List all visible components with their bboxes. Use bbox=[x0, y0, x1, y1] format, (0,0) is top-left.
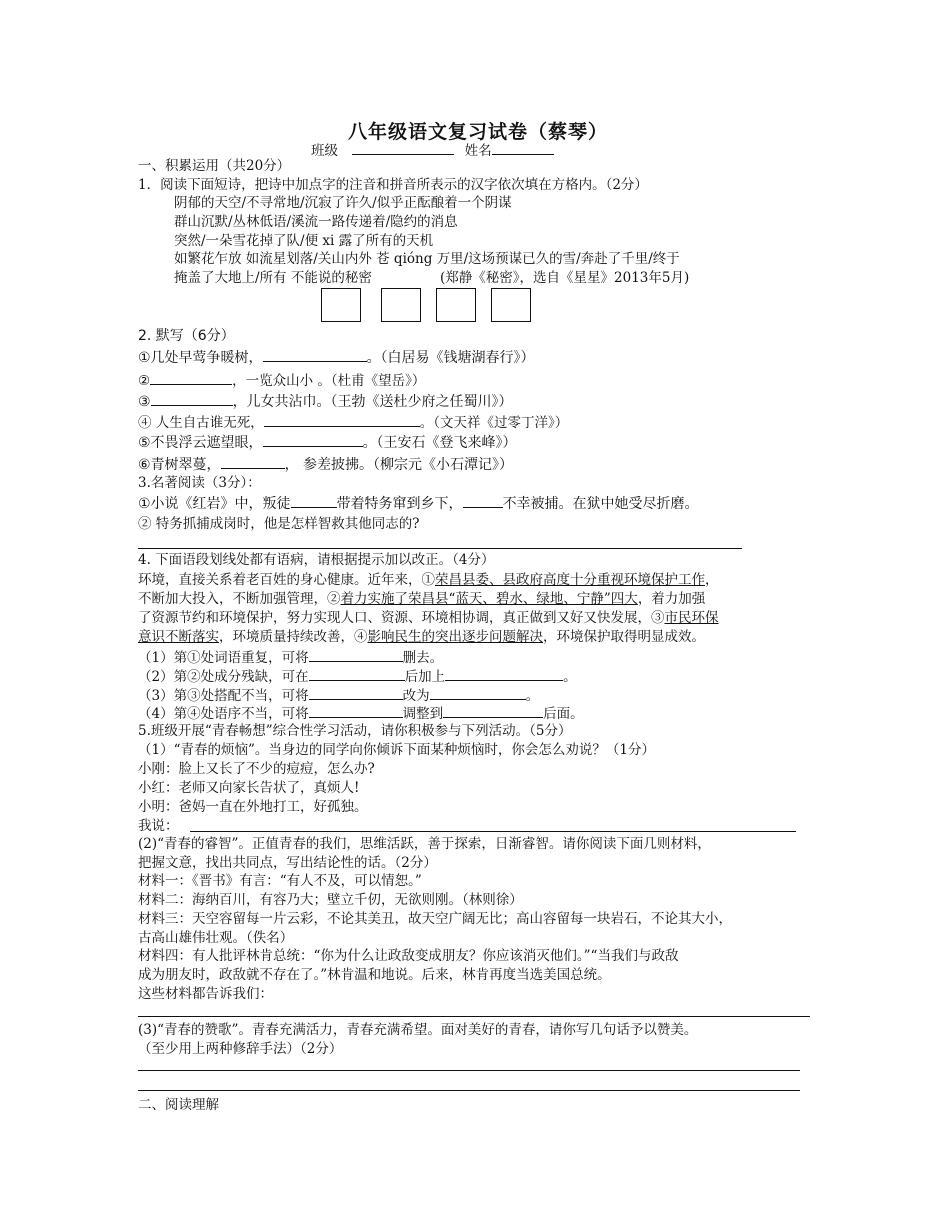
q1-stem: 1．阅读下面短诗，把诗中加点字的注音和拼音所表示的汉字依次填在方格内。（2分） bbox=[138, 177, 648, 193]
q4-stem: 4. 下面语段划线处都有语病，请根据提示加以改正。（4分） bbox=[138, 552, 495, 568]
dictation-item: ①几处早莺争暖树， 。（白居易《钱塘湖春行》） bbox=[138, 350, 535, 366]
poem-line: 如繁花乍放 如流星划落/关山内外 苍 qióng 万里/这场预谋已久的雪/奔赴了千里/终于 bbox=[174, 251, 680, 267]
dictation-blank[interactable] bbox=[264, 413, 420, 427]
answer-box[interactable] bbox=[321, 288, 361, 322]
material-2: 材料二：海纳百川，有容乃大；壁立千仞，无欲则刚。（林则徐） bbox=[138, 892, 523, 908]
poem-line: 阴郁的天空/不寻常地/沉寂了许久/似乎正酝酿着一个阴谋 bbox=[174, 195, 512, 211]
q5-sub-3-cont: （至少用上两种修辞手法）（2分） bbox=[138, 1041, 343, 1057]
class-field[interactable] bbox=[352, 141, 454, 155]
answer-box[interactable] bbox=[436, 288, 476, 322]
dictation-blank[interactable] bbox=[263, 433, 363, 447]
q3-blank[interactable] bbox=[463, 494, 503, 508]
answer-line[interactable] bbox=[138, 1016, 810, 1017]
dictation-item: ③ ，儿女共沾巾。（王勃《送杜少府之任蜀川》） bbox=[138, 394, 513, 410]
dialogue-line: 小刚：脸上又长了不少的痘痘，怎么办? bbox=[138, 761, 375, 777]
revision-blank[interactable] bbox=[445, 667, 563, 681]
dictation-item: ⑥青树翠蔓， ， 参差披拂。（柳宗元《小石潭记》） bbox=[138, 457, 514, 473]
q3-stem: 3.名著阅读（3分）： bbox=[138, 475, 261, 491]
q5-sub-3: (3)“青春的赞歌”。青春充满活力，青春充满希望。面对美好的青春，请你写几句话予以赞美。 bbox=[138, 1022, 698, 1038]
revision-blank[interactable] bbox=[430, 686, 526, 700]
answer-line[interactable] bbox=[138, 1090, 800, 1091]
q5-stem: 5.班级开展“青春畅想”综合性学习活动，请你积极参与下列活动。（5分） bbox=[138, 723, 572, 739]
dictation-blank[interactable] bbox=[151, 392, 233, 406]
revision-blank[interactable] bbox=[309, 704, 403, 718]
dictation-item: ④ 人生自古谁无死， 。（文天祥《过零丁洋》） bbox=[138, 415, 569, 431]
dictation-blank[interactable] bbox=[150, 371, 232, 385]
dictation-item: ② ，一览众山小 。（杜甫《望岳》） bbox=[138, 373, 426, 389]
poem-line: 掩盖了大地上/所有 不能说的秘密 bbox=[174, 270, 372, 286]
section-2-heading: 二、阅读理解 bbox=[138, 1097, 219, 1113]
answer-line[interactable] bbox=[138, 1070, 800, 1071]
q5-sub-2-cont: 把握文意，找出共同点，写出结论性的话。（2分） bbox=[138, 855, 437, 871]
revision-blank[interactable] bbox=[309, 648, 403, 662]
poem-line: 群山沉默/丛林低语/溪流一路传递着/隐约的消息 bbox=[174, 214, 458, 230]
poem-line: 突然/一朵雪花掉了队/便 xi 露了所有的天机 bbox=[174, 233, 434, 249]
q4-revision-4: （4）第④处语序不当，可将 调整到 后面。 bbox=[138, 706, 584, 722]
q3-item-1: ①小说《红岩》中，叛徒 带着特务窜到乡下， 不幸被捕。在狱中她受尽折磨。 bbox=[138, 496, 699, 512]
conclusion-label: 这些材料都告诉我们： bbox=[138, 986, 273, 1002]
revision-blank[interactable] bbox=[443, 704, 543, 718]
section-1-heading: 一、积累运用（共20分） bbox=[138, 158, 291, 174]
q5-sub-2: (2)“青春的睿智”。正值青春的我们，思维活跃，善于探索，日渐睿智。请你阅读下面几则材料， bbox=[138, 836, 711, 852]
header-info bbox=[311, 141, 554, 160]
q4-revision-3: （3）第③处搭配不当，可将 改为 。 bbox=[138, 688, 540, 704]
q4-paragraph-line: 意识不断落实，环境质量持续改善，④影响民生的突出逐步问题解决，环境保护取得明显成效。 bbox=[138, 629, 705, 645]
dialogue-line: 小明：爸妈一直在外地打工，好孤独。 bbox=[138, 799, 368, 815]
name-label: 姓名 bbox=[464, 143, 492, 159]
dictation-blank[interactable] bbox=[221, 455, 285, 469]
dictation-item: ⑤不畏浮云遮望眼， 。（王安石《登飞来峰》） bbox=[138, 435, 517, 451]
q2-stem: 2. 默写（6分） bbox=[138, 328, 235, 344]
revision-blank[interactable] bbox=[309, 686, 403, 700]
q4-revision-1: （1）第①处词语重复，可将 删去。 bbox=[138, 650, 444, 666]
my-answer-label: 我说： bbox=[138, 818, 179, 834]
page-title: 八年级语文复习试卷（蔡琴） bbox=[347, 121, 608, 143]
material-1: 材料一：《晋书》有言：“有人不及，可以情恕。” bbox=[138, 873, 422, 889]
answer-box[interactable] bbox=[381, 288, 421, 322]
revision-blank[interactable] bbox=[309, 667, 405, 681]
class-label: 班级 bbox=[311, 143, 338, 159]
material-3-cont: 古高山雄伟壮观。（佚名） bbox=[138, 930, 294, 946]
material-4-cont: 成为朋友时，政敌就不存在了。”林肯温和地说。后来，林肯再度当选美国总统。 bbox=[138, 967, 611, 983]
q4-paragraph-line: 不断加大投入，不断加强管理，②着力实施了荣昌县“蓝天、碧水、绿地、宁静”四大，着力加强 bbox=[138, 591, 706, 607]
answer-box[interactable] bbox=[491, 288, 531, 322]
dialogue-line: 小红：老师又向家长告状了，真烦人! bbox=[138, 780, 360, 796]
material-3: 材料三：天空容留每一片云彩，不论其美丑，故天空广阔无比；高山容留每一块岩石，不论其大小， bbox=[138, 911, 732, 927]
poem-source: (郑静《秘密》，选自《星星》2013年5月) bbox=[440, 270, 690, 286]
q4-paragraph-line: 环境，直接关系着老百姓的身心健康。近年来，①荣昌县委、县政府高度十分重视环境保护工作， bbox=[138, 572, 719, 588]
q5-sub-1: （1）“青春的烦恼”。当身边的同学向你倾诉下面某种烦恼时，你会怎么劝说？（1分） bbox=[138, 742, 655, 758]
dictation-blank[interactable] bbox=[263, 348, 367, 362]
q4-paragraph-line: 了资源节约和环境保护，努力实现人口、资源、环境相协调，真正做到又好又快发展，③市民环保 bbox=[138, 610, 719, 626]
q3-blank[interactable] bbox=[291, 494, 337, 508]
answer-line[interactable] bbox=[190, 831, 796, 832]
answer-line[interactable] bbox=[138, 548, 742, 549]
q4-revision-2: （2）第②处成分残缺，可在 后加上 。 bbox=[138, 669, 577, 685]
name-field[interactable] bbox=[492, 141, 554, 155]
q3-item-2: ② 特务抓捕成岗时，他是怎样智救其他同志的? bbox=[138, 516, 420, 532]
material-4: 材料四：有人批评林肯总统：“你为什么让政敌变成朋友？你应该消灭他们。”“当我们与政敌 bbox=[138, 948, 679, 964]
